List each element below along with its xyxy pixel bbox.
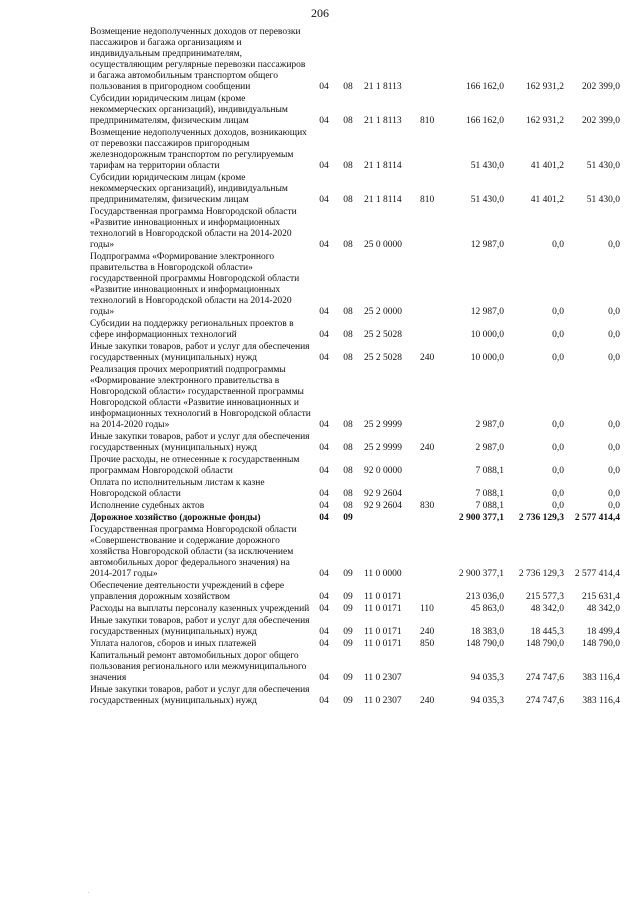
row-amount-year3: 51 430,0: [586, 161, 620, 171]
row-expense-type: 830: [420, 501, 435, 511]
row-section-code: 04: [319, 696, 329, 706]
row-amount-year1: 2 987,0: [475, 443, 504, 453]
table-row: [90, 455, 620, 478]
row-target-article: 21 1 8113: [364, 82, 402, 92]
row-subsection-code: 08: [343, 116, 353, 126]
row-section-code: 04: [319, 466, 329, 476]
row-amount-year3: 383 116,4: [582, 673, 620, 683]
row-amount-year2: 148 790,0: [526, 639, 564, 649]
row-amount-year2: 0,0: [552, 353, 564, 363]
row-section-code: 04: [319, 330, 329, 340]
row-amount-year3: 202 399,0: [582, 82, 620, 92]
row-expense-type: [420, 581, 444, 604]
row-expense-type: [420, 525, 444, 581]
row-amount-year1: 51 430,0: [470, 195, 504, 205]
row-section-code: 04: [319, 443, 329, 453]
row-target-article: 21 1 8114: [364, 195, 402, 205]
row-expense-type: 810: [420, 195, 435, 205]
row-target-article: 11 0 0171: [364, 604, 402, 614]
row-amount-year3: 0,0: [608, 489, 620, 499]
row-amount-year2: 2 736 129,3: [518, 569, 564, 579]
row-section-code: 04: [319, 673, 329, 683]
row-target-article: 21 1 8113: [364, 116, 402, 126]
table-row: [90, 173, 620, 207]
table-row: [90, 525, 620, 581]
row-amount-year1: 45 863,0: [470, 604, 504, 614]
row-amount-year1: 94 035,3: [470, 696, 504, 706]
table-row: [90, 94, 620, 128]
row-target-article: 25 2 0000: [364, 307, 402, 317]
row-amount-year3: 0,0: [608, 330, 620, 340]
row-subsection-code: 08: [343, 501, 353, 511]
row-amount-year1: 7 088,1: [475, 466, 504, 476]
row-amount-year1: 18 383,0: [470, 627, 504, 637]
row-target-article: 92 0 0000: [364, 466, 402, 476]
row-name: Государственная программа Новгородской области «Совершенствование и содержание дорожного хозяйства Новгородской области (за исключением автомобильных дорог федерального значения) на 2014-2017 годы»: [90, 525, 297, 579]
row-subsection-code: 09: [343, 627, 353, 637]
row-subsection-code: 09: [343, 604, 353, 614]
row-subsection-code: 08: [343, 307, 353, 317]
row-amount-year2: 0,0: [552, 307, 564, 317]
row-amount-year1: 7 088,1: [475, 501, 504, 511]
row-amount-year2: 274 747,6: [526, 673, 564, 683]
table-row: [90, 128, 620, 173]
row-amount-year3: 0,0: [608, 501, 620, 511]
row-amount-year3: 383 116,4: [582, 696, 620, 706]
row-expense-type: [420, 252, 444, 319]
row-name: Обеспечение деятельности учреждений в сфере управления дорожным хозяйством: [90, 581, 285, 602]
row-subsection-code: 08: [343, 443, 353, 453]
row-subsection-code: 09: [343, 673, 353, 683]
row-section-code: 04: [319, 82, 329, 92]
row-target-article: 21 1 8114: [364, 161, 402, 171]
row-section-code: 04: [319, 513, 329, 523]
row-amount-year1: 12 987,0: [470, 240, 504, 250]
row-subsection-code: 09: [343, 569, 353, 579]
row-target-article: 11 0 0171: [364, 639, 402, 649]
row-amount-year2: 0,0: [552, 420, 564, 430]
row-amount-year2: 274 747,6: [526, 696, 564, 706]
row-subsection-code: 08: [343, 466, 353, 476]
table-row: [90, 616, 620, 639]
row-amount-year2: 162 931,2: [526, 82, 564, 92]
row-amount-year1: 10 000,0: [470, 330, 504, 340]
row-name: Дорожное хозяйство (дорожные фонды): [90, 513, 261, 523]
row-amount-year3: 48 342,0: [586, 604, 620, 614]
row-amount-year3: 0,0: [608, 443, 620, 453]
row-section-code: 04: [319, 116, 329, 126]
row-section-code: 04: [319, 489, 329, 499]
row-amount-year3: 0,0: [608, 420, 620, 430]
row-name: Исполнение судебных актов: [90, 501, 205, 511]
row-amount-year1: 12 987,0: [470, 307, 504, 317]
row-amount-year2: 41 401,2: [530, 161, 564, 171]
row-subsection-code: 08: [343, 195, 353, 205]
row-expense-type: [420, 651, 444, 685]
row-amount-year2: 18 445,3: [530, 627, 564, 637]
row-name: Прочие расходы, не отнесенные к государственным программам Новгородской области: [90, 455, 300, 476]
table-row: [90, 432, 620, 455]
row-expense-type: 240: [420, 627, 435, 637]
row-amount-year1: 213 036,0: [466, 592, 504, 602]
row-amount-year3: 0,0: [608, 307, 620, 317]
row-section-code: 04: [319, 195, 329, 205]
page-number: 206: [311, 6, 329, 20]
row-subsection-code: 08: [343, 161, 353, 171]
row-expense-type: [420, 513, 444, 525]
table-row: [90, 252, 620, 319]
row-amount-year2: 0,0: [552, 443, 564, 453]
row-target-article: 25 2 5028: [364, 353, 402, 363]
table-row: [90, 207, 620, 252]
row-section-code: 04: [319, 501, 329, 511]
row-expense-type: [420, 27, 444, 94]
row-target-article: 25 2 9999: [364, 443, 402, 453]
row-expense-type: 240: [420, 696, 435, 706]
table-body: [90, 27, 620, 708]
row-name: Возмещение недополученных доходов, возникающих от перевозки пассажиров пригородным железнодорожным транспортом по регулируемым тарифам на территории области: [90, 128, 307, 171]
row-name: Иные закупки товаров, работ и услуг для обеспечения государственных (муниципальных) нужд: [90, 432, 310, 453]
row-target-article: 25 2 5028: [364, 330, 402, 340]
table-row: [90, 604, 620, 616]
row-name: Государственная программа Новгородской области «Развитие инновационных и информационных технологий в Новгородской области на 2014-2020 годы»: [90, 207, 297, 250]
table-row: [90, 365, 620, 432]
row-amount-year3: 0,0: [608, 466, 620, 476]
row-amount-year3: 148 790,0: [582, 639, 620, 649]
row-target-article: 11 0 2307: [364, 696, 402, 706]
table-row: [90, 651, 620, 685]
row-name: Подпрограмма «Формирование электронного правительства в Новгородской области» государственной программы Новгородской области «Развитие инновационных и информационных технологий в Новгородской области на 2014-2020 годы»: [90, 252, 300, 317]
row-section-code: 04: [319, 569, 329, 579]
row-amount-year1: 166 162,0: [466, 116, 504, 126]
row-name: Возмещение недополученных доходов от перевозки пассажиров и багажа организациям и индивидуальным предпринимателям, осуществляющим регулярные перевозки пассажиров и багажа автомобильным транспортом общего пользования в пригородном сообщении: [90, 27, 306, 92]
table-row: [90, 581, 620, 604]
row-amount-year3: 2 577 414,4: [574, 513, 620, 523]
row-amount-year3: 0,0: [608, 240, 620, 250]
row-expense-type: [420, 319, 444, 342]
row-expense-type: 850: [420, 639, 435, 649]
row-expense-type: [420, 128, 444, 173]
row-amount-year3: 18 499,4: [586, 627, 620, 637]
row-section-code: 04: [319, 307, 329, 317]
row-amount-year2: 0,0: [552, 489, 564, 499]
row-target-article: 92 9 2604: [364, 489, 402, 499]
row-subsection-code: 08: [343, 353, 353, 363]
row-section-code: 04: [319, 161, 329, 171]
row-name: Реализация прочих мероприятий подпрограммы «Формирование электронного правительства в Новгородской области» государственной программы Новгородской области «Развитие инновационных и информационных технологий в Новгородской области на 2014-2020 годы»: [90, 365, 311, 430]
row-amount-year1: 166 162,0: [466, 82, 504, 92]
row-expense-type: 240: [420, 443, 435, 453]
row-subsection-code: 09: [343, 592, 353, 602]
row-subsection-code: 08: [343, 330, 353, 340]
row-amount-year1: 94 035,3: [470, 673, 504, 683]
row-amount-year1: 10 000,0: [470, 353, 504, 363]
row-amount-year3: 51 430,0: [586, 195, 620, 205]
row-expense-type: [420, 207, 444, 252]
row-name: Оплата по исполнительным листам к казне Новгородской области: [90, 478, 265, 499]
row-target-article: 11 0 0171: [364, 627, 402, 637]
row-subsection-code: 08: [343, 489, 353, 499]
row-amount-year3: 215 631,4: [582, 592, 620, 602]
row-amount-year1: 51 430,0: [470, 161, 504, 171]
row-amount-year1: 2 900 377,1: [458, 569, 504, 579]
row-expense-type: [420, 455, 444, 478]
row-name: Расходы на выплаты персоналу казенных учреждений: [90, 604, 310, 614]
table-row: [90, 342, 620, 365]
row-subsection-code: 09: [343, 513, 353, 523]
row-amount-year2: 0,0: [552, 501, 564, 511]
row-name: Субсидии юридическим лицам (кроме некоммерческих организаций), индивидуальным предпринимателям, физическим лицам: [90, 94, 288, 126]
row-subsection-code: 09: [343, 639, 353, 649]
table-row: [90, 513, 620, 525]
budget-table: [90, 27, 620, 708]
row-section-code: 04: [319, 353, 329, 363]
row-amount-year2: 215 577,3: [526, 592, 564, 602]
row-amount-year2: 48 342,0: [530, 604, 564, 614]
row-name: Капитальный ремонт автомобильных дорог общего пользования регионального или межмуниципального значения: [90, 651, 307, 683]
table-row: [90, 27, 620, 94]
row-name: Иные закупки товаров, работ и услуг для обеспечения государственных (муниципальных) нужд: [90, 342, 310, 363]
row-target-article: 11 0 0171: [364, 592, 402, 602]
row-amount-year1: 7 088,1: [475, 489, 504, 499]
row-amount-year1: 2 900 377,1: [458, 513, 504, 523]
row-section-code: 04: [319, 420, 329, 430]
row-subsection-code: 08: [343, 240, 353, 250]
row-amount-year1: 2 987,0: [475, 420, 504, 430]
row-amount-year2: 2 736 129,3: [518, 513, 564, 523]
table-row: [90, 639, 620, 651]
row-target-article: 11 0 2307: [364, 673, 402, 683]
row-name: Субсидии на поддержку региональных проектов в сфере информационных технологий: [90, 319, 294, 340]
row-expense-type: 240: [420, 353, 435, 363]
row-subsection-code: 08: [343, 420, 353, 430]
row-name: Уплата налогов, сборов и иных платежей: [90, 639, 257, 649]
row-amount-year3: 202 399,0: [582, 116, 620, 126]
row-target-article: 92 9 2604: [364, 501, 402, 511]
row-section-code: 04: [319, 604, 329, 614]
row-section-code: 04: [319, 627, 329, 637]
row-amount-year3: 0,0: [608, 353, 620, 363]
row-amount-year2: 41 401,2: [530, 195, 564, 205]
scan-mark: .: [88, 889, 90, 895]
table-row: [90, 501, 620, 513]
table-row: [90, 478, 620, 501]
row-name: Иные закупки товаров, работ и услуг для обеспечения государственных (муниципальных) нужд: [90, 616, 310, 637]
row-amount-year3: 2 577 414,4: [574, 569, 620, 579]
row-target-article: [360, 513, 420, 525]
row-expense-type: [420, 478, 444, 501]
row-expense-type: 110: [420, 604, 434, 614]
row-target-article: 25 2 9999: [364, 420, 402, 430]
row-amount-year2: 0,0: [552, 240, 564, 250]
row-name: Иные закупки товаров, работ и услуг для обеспечения государственных (муниципальных) нужд: [90, 685, 310, 706]
table-row: [90, 319, 620, 342]
row-amount-year2: 0,0: [552, 466, 564, 476]
row-target-article: 25 0 0000: [364, 240, 402, 250]
table-row: [90, 685, 620, 708]
row-subsection-code: 08: [343, 82, 353, 92]
row-expense-type: 810: [420, 116, 435, 126]
row-target-article: 11 0 0000: [364, 569, 402, 579]
row-expense-type: [420, 365, 444, 432]
row-amount-year2: 162 931,2: [526, 116, 564, 126]
row-subsection-code: 09: [343, 696, 353, 706]
row-name: Субсидии юридическим лицам (кроме некоммерческих организаций), индивидуальным предпринимателям, физическим лицам: [90, 173, 288, 205]
row-amount-year2: 0,0: [552, 330, 564, 340]
row-amount-year1: 148 790,0: [466, 639, 504, 649]
row-section-code: 04: [319, 639, 329, 649]
row-section-code: 04: [319, 240, 329, 250]
row-section-code: 04: [319, 592, 329, 602]
